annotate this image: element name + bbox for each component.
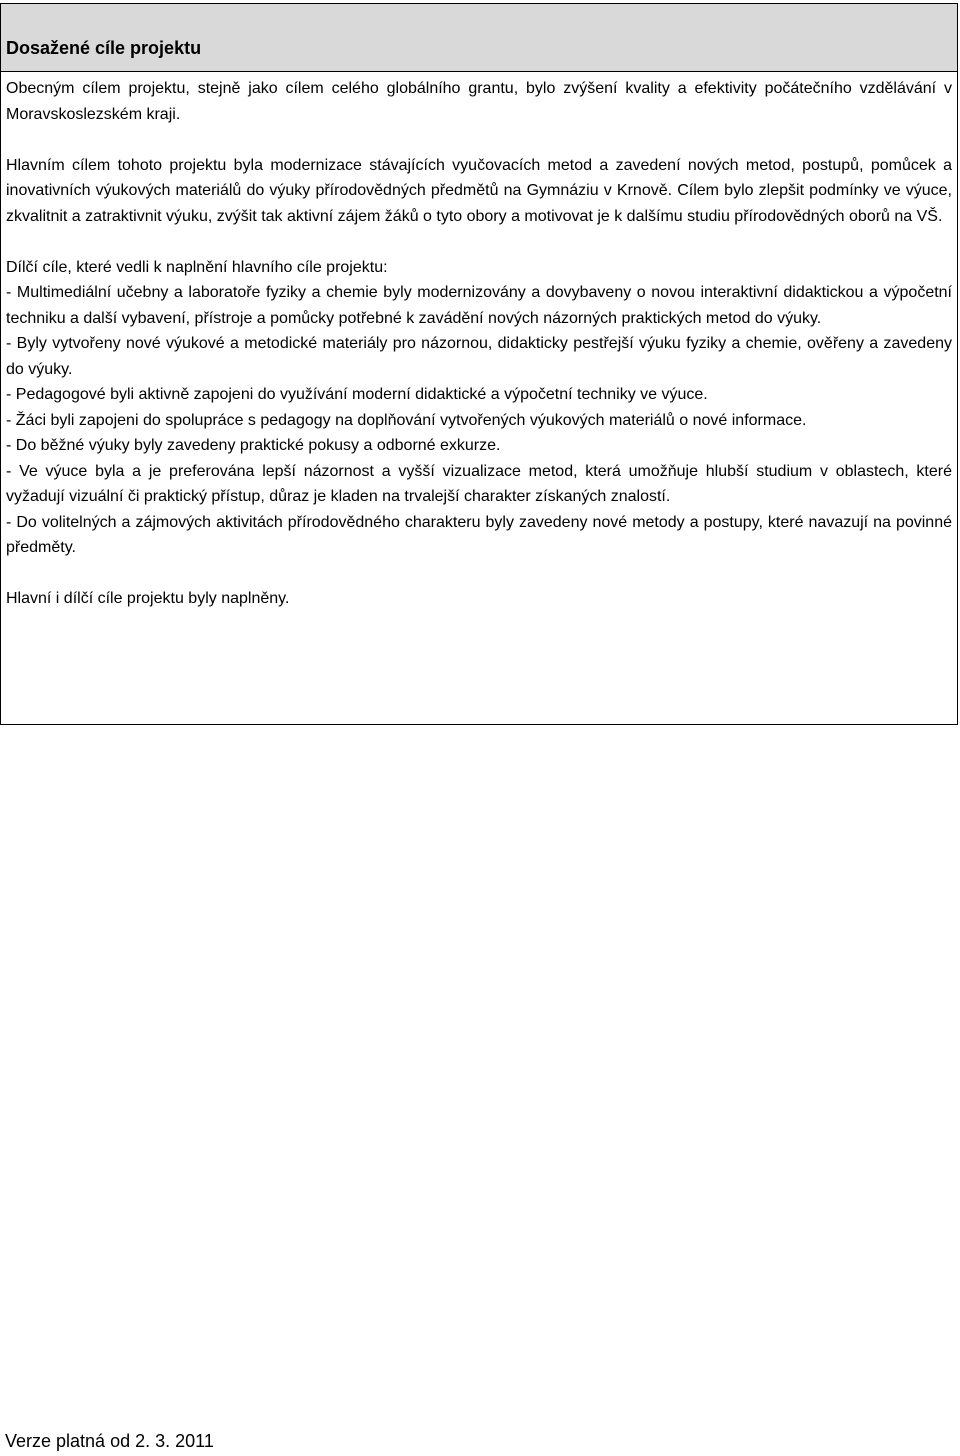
goals-table <box>0 3 958 725</box>
subgoal-item: - Do běžné výuky byly zavedeny praktické pokusy a odborné exkurze. <box>6 437 501 454</box>
conclusion-text: Hlavní i dílčí cíle projektu byly naplněny. <box>6 590 290 607</box>
subgoal-item: - Byly vytvořeny nové výukové a metodické materiály pro názornou, didakticky pestřejší výuku fyziky a chemie, ověřeny a zavedeny do výuky. <box>6 335 952 378</box>
subgoal-item: - Do volitelných a zájmových aktivitách přírodovědného charakteru byly zavedeny nové metody a postupy, které navazují na povinné předměty. <box>6 513 952 556</box>
paragraph-general-goal: Obecným cílem projektu, stejně jako cílem celého globálního grantu, bylo zvýšení kvality a efektivity počátečního vzdělávání v Moravskoslezském kraji. <box>6 80 952 123</box>
section-body <box>1 72 957 612</box>
subgoal-item: - Ve výuce byla a je preferována lepší názornost a vyšší vizualizace metod, která umožňuje hlubší studium v oblastech, které vyžadují vizuální či praktický přístup, důraz je kladen na trvalejší charakter získaných znalostí. <box>6 462 952 505</box>
subgoal-item: - Žáci byli zapojeni do spolupráce s pedagogy na doplňování vytvořených výukových materiálů o nové informace. <box>6 411 807 429</box>
subgoal-item: - Pedagogové byli aktivně zapojeni do využívání moderní didaktické a výpočetní techniky ve výuce. <box>6 386 708 403</box>
paragraph-main-goal: Hlavním cílem tohoto projektu byla modernizace stávajících vyučovacích metod a zavedení nových metod, postupů, pomůcek a inovativních výukových materiálů do výuky přírodovědných předmětů na Gymnáziu v Krnově. Cílem bylo zlepšit podmínky ve výuce, zkvalitnit a zatraktivnit výuku, zvýšit tak aktivní zájem žáků o tyto obory a motivovat je k dalšímu studiu přírodovědných oborů na VŠ. <box>6 156 952 225</box>
subgoal-item: - Multimediální učebny a laboratoře fyziky a chemie byly modernizovány a dovybaveny o novou interaktivní didaktickou a výpočetní techniku a další vybavení, přístroje a pomůcky potřebné k zavádění nových názorných praktických metod do výuky. <box>6 284 952 327</box>
footer-version: Verze platná od 2. 3. 2011 <box>5 1431 214 1451</box>
subgoals-intro: Dílčí cíle, které vedli k naplnění hlavního cíle projektu: <box>6 258 388 276</box>
section-title: Dosažené cíle projektu <box>1 4 957 72</box>
